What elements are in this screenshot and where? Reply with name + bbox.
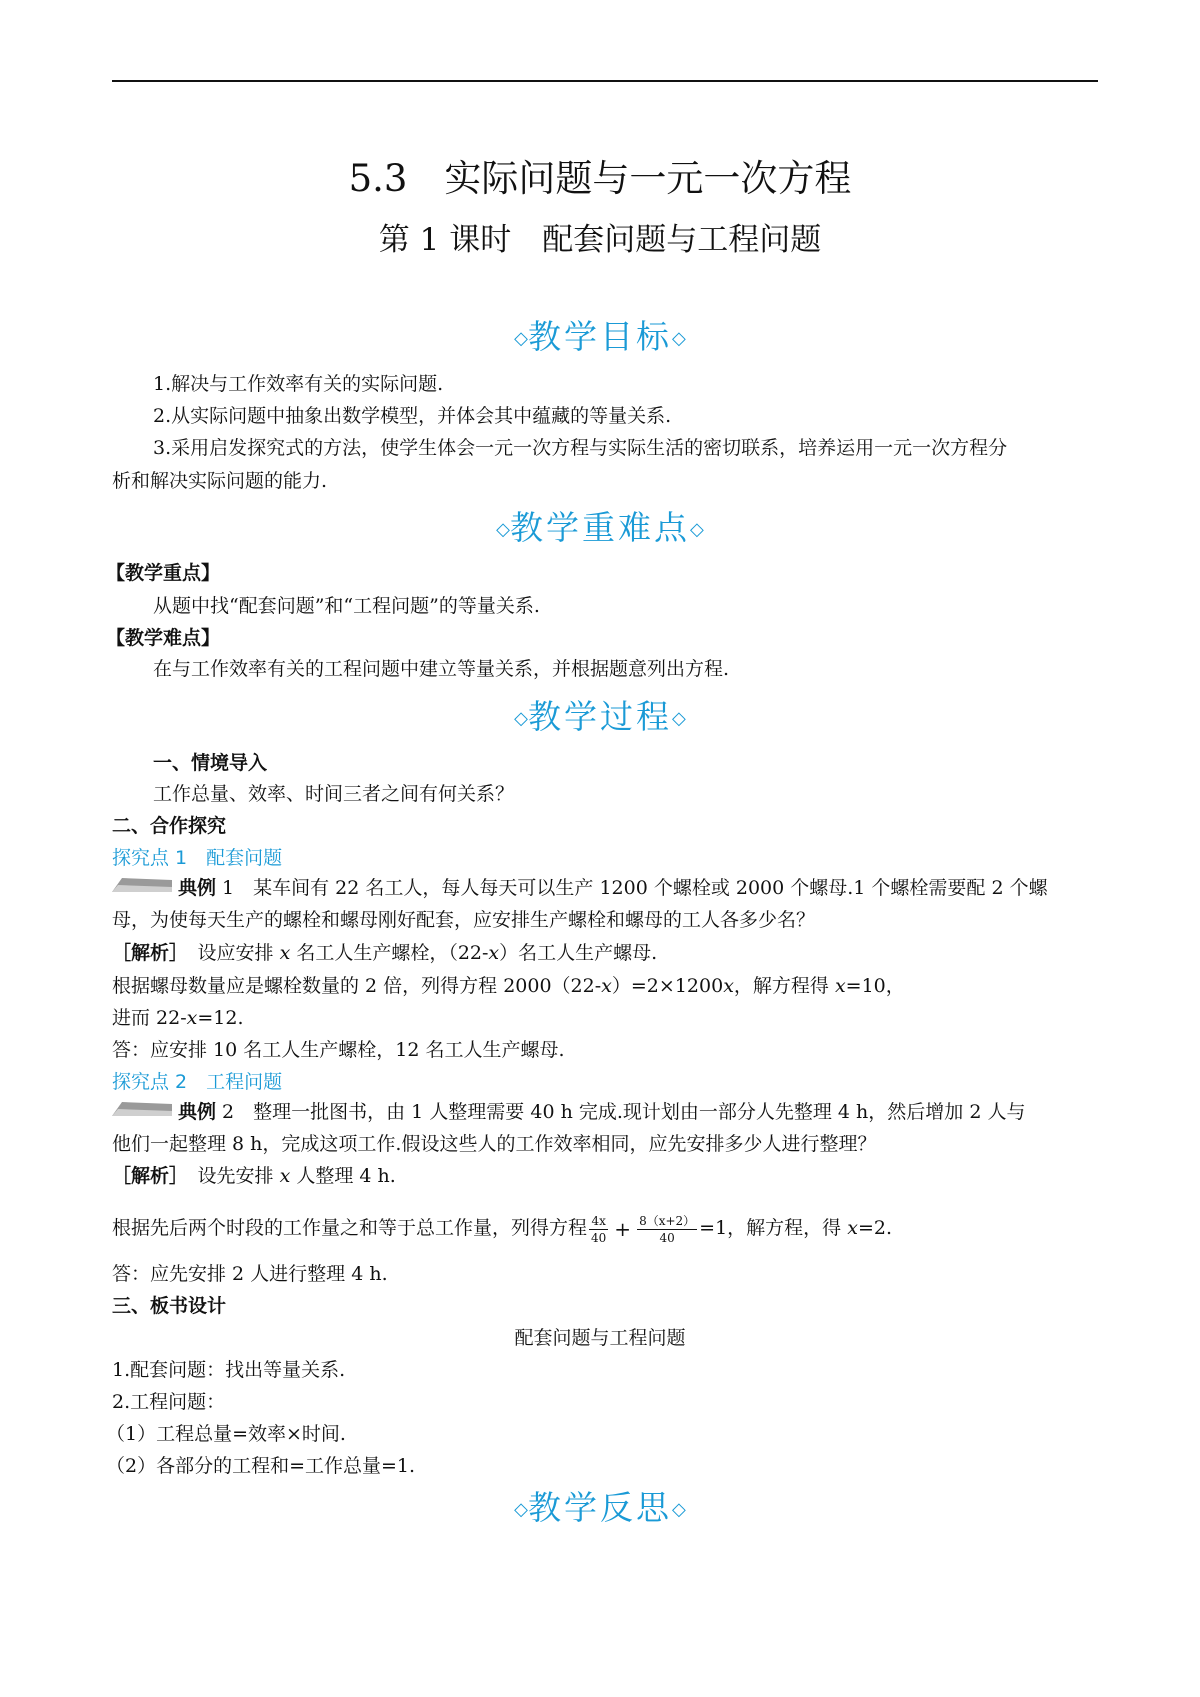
example-1-equation: [112, 973, 905, 999]
example-1-answer: 答：应安排 10 名工人生产螺栓，12 名工人生产螺母.: [112, 1039, 565, 1061]
fraction-numerator: 8（x+2）: [639, 1213, 696, 1228]
header-rule: [112, 80, 1098, 82]
board-item-1: 1.配套问题：找出等量关系.: [112, 1359, 346, 1381]
goal-3-line1: 3.采用启发探究式的方法，使学生体会一元一次方程与实际生活的密切联系，培养运用一元一次方程分: [153, 437, 1008, 459]
analysis-text-3: ）名工人生产螺母.: [499, 942, 658, 964]
eq-text-4: =10，: [845, 975, 905, 997]
goal-1: 1.解决与工作效率有关的实际问题.: [153, 373, 444, 395]
example-2-analysis: [112, 1163, 396, 1189]
example-2-text: 2 整理一批图书，由 1 人整理需要 40 h 完成.现计划由一部分人先整理 4 h，然后增加 2 人与: [216, 1101, 1026, 1123]
eq-text-3: =2.: [857, 1217, 892, 1239]
example-2-label: 典例: [178, 1101, 217, 1123]
diamond-icon: ◇: [514, 328, 528, 349]
example-1-line2: 母，为使每天生产的螺栓和螺母刚好配套，应安排生产螺栓和螺母的工人各多少名？: [112, 909, 816, 931]
example-banner-icon: [112, 878, 172, 892]
difficulty-label: 【教学难点】: [106, 627, 221, 649]
part1-text: 工作总量、效率、时间三者之间有何关系？: [153, 783, 515, 805]
part1-title: 一、情境导入: [153, 752, 268, 774]
then-text-2: =12.: [197, 1007, 244, 1029]
diamond-icon: ◇: [514, 708, 528, 729]
example-1-text: 1 某车间有 22 名工人，每人每天可以生产 1200 个螺栓或 2000 个螺母.1 个螺栓需要配 2 个螺: [216, 877, 1048, 899]
section-process-label: 教学过程: [528, 697, 672, 736]
section-reflection-label: 教学反思: [528, 1488, 672, 1527]
section-reflection-heading: [0, 1485, 1200, 1537]
analysis-text-1: 设应安排: [178, 942, 280, 964]
diamond-icon: ◇: [690, 519, 704, 540]
analysis-label: ［解析］: [112, 1165, 179, 1187]
example-1-analysis: [112, 940, 657, 966]
difficulty-text: 在与工作效率有关的工程问题中建立等量关系，并根据题意列出方程.: [153, 658, 730, 680]
focus-text: 从题中找“配套问题”和“工程问题”的等量关系.: [153, 595, 540, 617]
board-item-2a: （1）工程总量=效率×时间.: [106, 1423, 346, 1445]
section-keypoints-heading: [0, 505, 1200, 557]
diamond-icon: ◇: [672, 708, 686, 729]
example-2-line2: 他们一起整理 8 h，完成这项工作.假设这些人的工作效率相同，应先安排多少人进行整理？: [112, 1133, 877, 1155]
variable-x: x: [601, 975, 612, 997]
part2-title: 二、合作探究: [112, 815, 227, 837]
diamond-icon: ◇: [514, 1499, 528, 1520]
fraction-1: [589, 1213, 608, 1246]
focus-label: 【教学重点】: [106, 562, 221, 584]
analysis-text-2: 人整理 4 h.: [290, 1165, 396, 1187]
fraction-numerator: 4x: [589, 1213, 608, 1230]
section-goals-heading: [0, 314, 1200, 366]
example-1-line1: [178, 875, 1048, 901]
eq-text-2: ）=2×1200: [611, 975, 724, 997]
example-banner-icon: [112, 1102, 172, 1116]
part3-title: 三、板书设计: [112, 1295, 227, 1317]
page-title: 5.3 实际问题与一元一次方程: [348, 157, 852, 200]
variable-x: x: [723, 975, 734, 997]
example-1-then: [112, 1005, 244, 1031]
eq-text-1: 根据先后两个时段的工作量之和等于总工作量，列得方程: [112, 1217, 588, 1239]
variable-x: x: [186, 1007, 198, 1029]
board-item-2: 2.工程问题：: [112, 1391, 226, 1413]
eq-text-2: =1，解方程，得: [699, 1217, 848, 1239]
section-goals-label: 教学目标: [528, 317, 672, 356]
board-title: 配套问题与工程问题: [514, 1327, 686, 1349]
diamond-icon: ◇: [672, 328, 686, 349]
eq-text-3: ，解方程得: [733, 975, 835, 997]
example-2-equation: [112, 1208, 892, 1249]
diamond-icon: ◇: [672, 1499, 686, 1520]
fraction-2: [637, 1213, 697, 1246]
analysis-text-2: 名工人生产螺栓，（22-: [290, 942, 489, 964]
eq-text-1: 根据螺母数量应是螺栓数量的 2 倍，列得方程 2000（22-: [112, 975, 602, 997]
section-process-heading: [0, 694, 1200, 746]
section-keypoints-label: 教学重难点: [510, 508, 690, 547]
exploration-point-2: 探究点 2 工程问题: [112, 1071, 283, 1093]
plus-sign: +: [614, 1217, 632, 1241]
variable-x: x: [847, 1217, 858, 1239]
analysis-text-1: 设先安排: [178, 1165, 280, 1187]
page-subtitle: 第 1 课时 配套问题与工程问题: [378, 222, 822, 258]
fraction-denominator: 40: [591, 1230, 607, 1245]
variable-x: x: [834, 975, 846, 997]
variable-x: x: [488, 942, 500, 964]
example-2-line1: [178, 1099, 1025, 1125]
analysis-label: ［解析］: [112, 942, 179, 964]
exploration-point-1: 探究点 1 配套问题: [112, 847, 283, 869]
example-1-label: 典例: [178, 877, 217, 899]
board-item-2b: （2）各部分的工程和=工作总量=1.: [106, 1455, 416, 1477]
variable-x: x: [279, 1165, 291, 1187]
then-text-1: 进而 22-: [112, 1007, 187, 1029]
fraction-denominator: 40: [659, 1230, 675, 1245]
goal-2: 2.从实际问题中抽象出数学模型，并体会其中蕴藏的等量关系.: [153, 405, 672, 427]
diamond-icon: ◇: [496, 519, 510, 540]
variable-x: x: [279, 942, 291, 964]
goal-3-line2: 析和解决实际问题的能力.: [112, 470, 328, 492]
example-2-answer: 答：应先安排 2 人进行整理 4 h.: [112, 1263, 388, 1285]
